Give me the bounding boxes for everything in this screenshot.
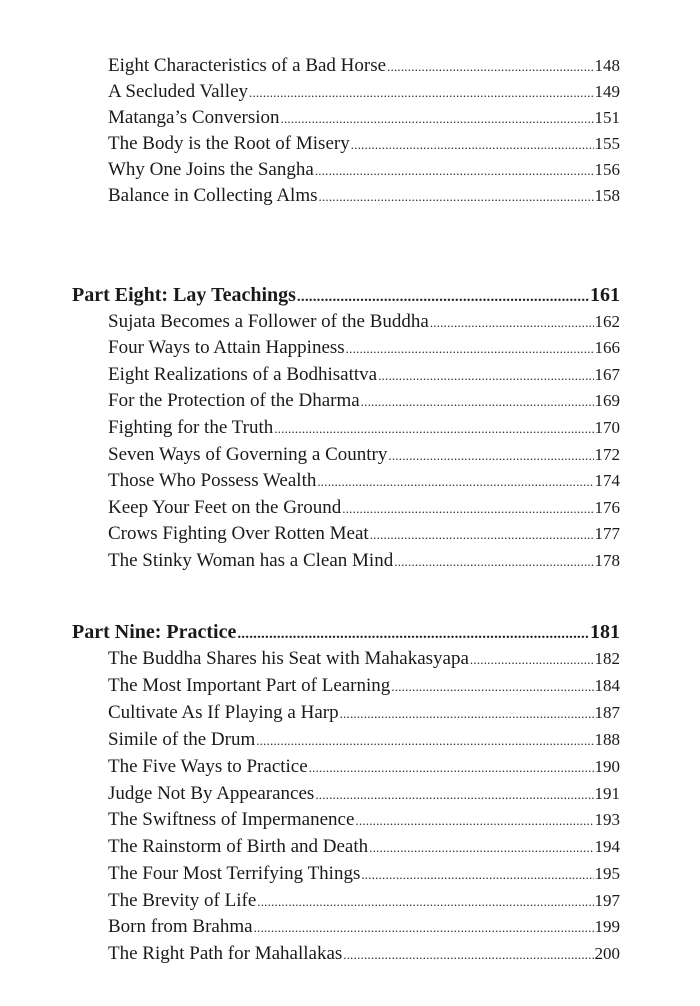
dot-leader [361,390,594,414]
dot-leader [369,836,593,860]
entry-page-number: 200 [594,944,620,963]
dot-leader [388,444,593,468]
entry-title: Simile of the Drum [108,729,256,750]
toc-entry[interactable] [108,808,620,833]
entry-page-number: 195 [594,864,620,883]
toc-entry[interactable] [108,80,620,105]
dot-leader [394,550,593,574]
entry-title: Cultivate As If Playing a Harp [108,702,339,723]
entry-title: The Brevity of Life [108,890,257,911]
entry-title: Four Ways to Attain Happiness [108,337,345,358]
dot-leader [361,863,593,887]
entry-page-number: 155 [594,134,620,153]
entry-page-number: 197 [594,891,620,910]
entry-page-number: 166 [594,338,620,357]
entry-page-number: 177 [594,524,620,543]
entry-title: Seven Ways of Governing a Country [108,444,388,465]
dot-leader [297,284,589,310]
dot-leader [254,916,594,940]
toc-entry[interactable] [108,389,620,414]
toc-entry[interactable] [108,522,620,547]
toc-entry[interactable] [108,184,620,209]
entry-page-number: 156 [594,160,620,179]
entry-title: Matanga’s Conversion [108,107,280,128]
entry-page-number: 151 [594,108,620,127]
toc-entry[interactable] [108,674,620,699]
entry-page-number: 191 [594,784,620,803]
toc-entry[interactable] [108,755,620,780]
entry-page-number: 169 [594,391,620,410]
entry-title: The Body is the Root of Misery [108,133,350,154]
part-heading[interactable] [72,282,620,310]
toc-entry[interactable] [108,469,620,494]
entry-title: Why One Joins the Sangha [108,159,314,180]
toc-entry[interactable] [108,158,620,183]
part-title: Part Eight: Lay Teachings [72,284,296,306]
entry-title: Crows Fighting Over Rotten Meat [108,523,369,544]
part-title: Part Nine: Practice [72,621,237,643]
entry-title: The Buddha Shares his Seat with Mahakasyapa [108,648,469,669]
entry-page-number: 182 [594,649,620,668]
toc-entry[interactable] [108,416,620,441]
entry-page-number: 172 [594,445,620,464]
toc-entry[interactable] [108,915,620,940]
dot-leader [315,783,593,807]
entry-title: The Five Ways to Practice [108,756,308,777]
toc-entry[interactable] [108,106,620,131]
dot-leader [470,648,594,672]
entry-title: Born from Brahma [108,916,253,937]
toc-entry[interactable] [108,701,620,726]
entry-page-number: 148 [594,56,620,75]
entry-page-number: 178 [594,551,620,570]
dot-leader [430,311,594,335]
dot-leader [309,756,594,780]
toc-entry[interactable] [108,835,620,860]
entry-page-number: 187 [594,703,620,722]
dot-leader [249,81,593,105]
toc-entry[interactable] [108,862,620,887]
part-heading[interactable] [72,619,620,647]
entry-title: Those Who Possess Wealth [108,470,317,491]
entry-title: The Rainstorm of Birth and Death [108,836,369,857]
dot-leader [343,943,593,967]
toc-entry[interactable] [108,54,620,79]
entry-page-number: 149 [594,82,620,101]
toc-entry[interactable] [108,496,620,521]
entry-page-number: 193 [594,810,620,829]
toc-entry[interactable] [108,647,620,672]
entry-page-number: 162 [594,312,620,331]
entry-title: The Four Most Terrifying Things [108,863,361,884]
entry-title: The Swiftness of Impermanence [108,809,355,830]
entry-title: Eight Characteristics of a Bad Horse [108,55,387,76]
toc-entry[interactable] [108,942,620,967]
dot-leader [351,133,594,157]
toc-entry[interactable] [108,889,620,914]
entry-page-number: 199 [594,917,620,936]
dot-leader [317,470,593,494]
entry-page-number: 167 [594,365,620,384]
entry-page-number: 184 [594,676,620,695]
entry-title: Balance in Collecting Alms [108,185,318,206]
entry-title: The Stinky Woman has a Clean Mind [108,550,394,571]
entry-page-number: 170 [594,418,620,437]
dot-leader [237,621,589,647]
entry-title: Fighting for the Truth [108,417,274,438]
toc-entry[interactable] [108,443,620,468]
dot-leader [281,107,594,131]
dot-leader [346,337,594,361]
entry-title: The Most Important Part of Learning [108,675,391,696]
entry-page-number: 176 [594,498,620,517]
dot-leader [256,729,593,753]
entry-page-number: 190 [594,757,620,776]
entry-page-number: 188 [594,730,620,749]
dot-leader [319,185,594,209]
dot-leader [315,159,594,183]
dot-leader [387,55,593,79]
entry-title: Eight Realizations of a Bodhisattva [108,364,378,385]
dot-leader [274,417,593,441]
dot-leader [378,364,593,388]
part-page-number: 181 [590,621,620,643]
toc-entry[interactable] [108,336,620,361]
toc-entry[interactable] [108,310,620,335]
toc-entry[interactable] [108,132,620,157]
entry-page-number: 174 [594,471,620,490]
entry-title: Sujata Becomes a Follower of the Buddha [108,311,429,332]
part-page-number: 161 [590,284,620,306]
toc-entry[interactable] [108,363,620,388]
entry-title: For the Protection of the Dharma [108,390,360,411]
dot-leader [340,702,594,726]
entry-title: Judge Not By Appearances [108,783,315,804]
entry-title: Keep Your Feet on the Ground [108,497,342,518]
toc-entry[interactable] [108,728,620,753]
entry-page-number: 158 [594,186,620,205]
toc-entry[interactable] [108,549,620,574]
entry-page-number: 194 [594,837,620,856]
dot-leader [391,675,593,699]
toc-entry[interactable] [108,782,620,807]
entry-title: The Right Path for Mahallakas [108,943,343,964]
dot-leader [355,809,593,833]
dot-leader [257,890,593,914]
entry-title: A Secluded Valley [108,81,249,102]
dot-leader [370,523,594,547]
dot-leader [342,497,593,521]
